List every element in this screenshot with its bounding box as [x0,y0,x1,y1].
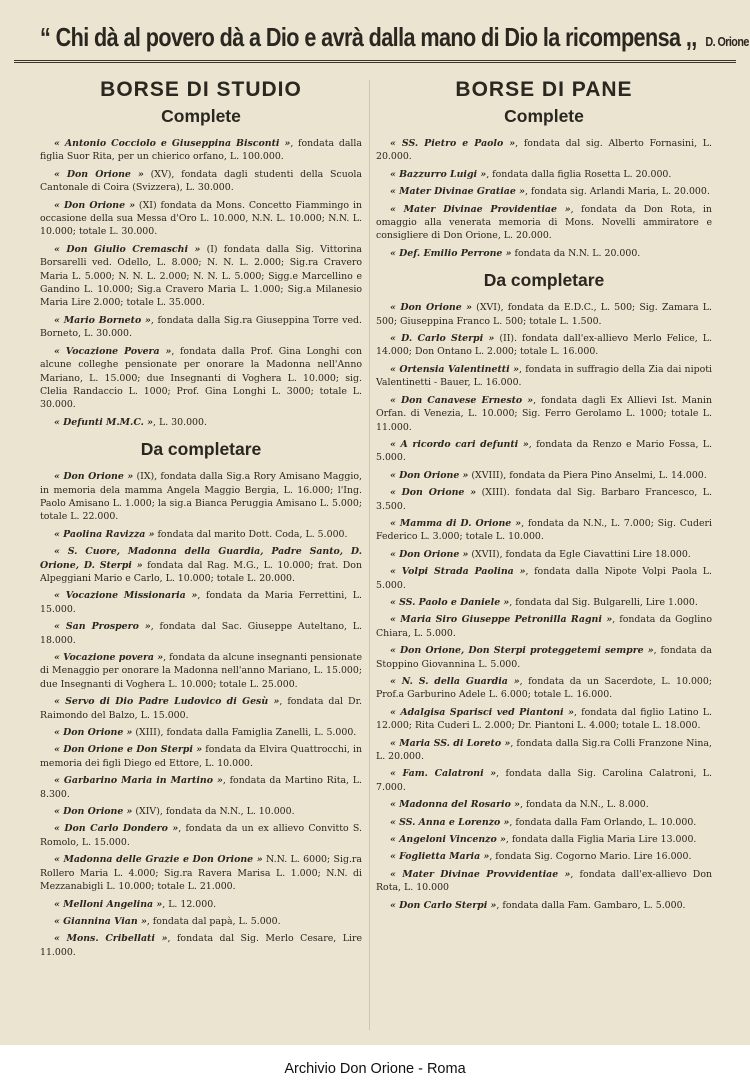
fund-details: , fondata dalla Fam Orlando, L. 10.000. [509,816,697,828]
fund-details: , fondata Sig. Cogorno Mario. Lire 16.000. [489,851,692,863]
fund-entry [40,243,362,310]
fund-entry [376,706,712,733]
fund-entry [376,363,712,390]
entries-list [40,470,362,959]
fund-details: , fondata dalla Figlia Maria Lire 13.000. [505,834,697,846]
fund-name: « S. Cuore, Madonna della Guardia, Padre Santo, D. Orione, D. Sterpi » [40,546,362,571]
fund-name: « Don Orione » [390,302,472,314]
fund-name: « Madonna delle Grazie e Don Orione » [54,854,263,866]
fund-name: « Mons. Cribellati » [54,933,168,945]
fund-details: , fondata dalla Sig.ra Colli Franzone Nina, L. 20.000. [376,737,712,763]
motto-signature: D. Orione [705,34,749,49]
fund-name: « Don Orione » [54,806,133,818]
fund-entry [376,517,712,544]
fund-entry [376,185,712,198]
fund-entry [376,137,712,164]
fund-details: (XIV), fondata da N.N., L. 10.000. [132,806,295,818]
fund-entry [376,596,712,609]
entries-list [376,301,712,912]
fund-name: « Don Orione » [390,548,469,560]
subsection-incomplete: Da completare [483,270,605,291]
fund-details: , fondata dal Sig. Merlo Cesare, Lire 11.000. [40,933,362,958]
fund-details: , fondata da Martino Rita, L. 8.300. [40,775,362,800]
right-column [376,78,712,916]
fund-details: (XVII), fondata da Egle Ciavattini Lire 18.000. [468,548,691,560]
fund-name: « Mater Divinae Gratiae » [390,186,525,198]
fund-details: , L. 30.000. [153,416,207,428]
fund-name: « SS. Pietro e Paolo » [390,138,516,149]
fund-details: , fondata da Goglino Chiara, L. 5.000. [376,614,712,639]
fund-entry [376,816,712,829]
fund-name: « Mamma di D. Orione » [390,517,522,529]
fund-entry [40,528,362,541]
fund-entry [40,898,362,911]
fund-name: « Don Canavese Ernesto » [390,394,534,406]
fund-details: , fondata dalla Sig. Carolina Calatroni, L. 7.000. [376,768,713,793]
entries-list [376,137,712,260]
fund-name: « Don Orione » [390,469,469,481]
fund-details: , fondata dal Sig. Bulgarelli, Lire 1.000. [509,596,698,608]
fund-name: « Paolina Ravizza » [54,528,155,540]
fund-details: , fondata da alcune insegnanti pensionate di Menaggio per onorare la Madonna nell'anno Mariano, L. 15.000; due Insegnanti di Voghera L. 10.000; totale L. 25.000. [40,652,362,690]
fund-entry [376,203,712,243]
fund-entry [40,743,362,770]
fund-name: « Vocazione povera » [54,652,164,663]
fund-entry [40,137,362,164]
fund-name: « Melloni Angelina » [54,898,163,910]
fund-name: « Don Carlo Dondero » [54,823,179,835]
fund-entry [376,168,712,181]
fund-name: « Mario Borneto » [54,314,151,326]
fund-name: « Mater Divinae Provvidentiae » [390,868,571,880]
fund-entry [376,833,712,846]
fund-name: « Volpi Strada Paolina » [390,566,526,578]
fund-entry [376,737,712,764]
fund-name: « Foglietta Maria » [390,851,490,863]
fund-details: , fondata da Maria Ferrettini, L. 15.000. [40,590,362,615]
fund-entry [40,470,362,524]
fund-name: « Giannina Vian » [54,915,147,927]
section-title-studio: BORSE DI STUDIO [100,78,302,101]
fund-details: , fondata dalla figlia Suor Rita, per un chierico orfano, L. 100.000. [40,138,363,163]
fund-entry [40,915,362,928]
fund-details: , fondata da Don Rota, in omaggio alla venerata memoria di Mons. Novelli ammiratore e consigliere di Don Orione, L. 20.000. [376,203,712,242]
subsection-incomplete: Da completare [140,439,262,460]
fund-entry [376,469,712,482]
fund-name: « Defunti M.M.C. » [54,416,154,428]
fund-details: , fondata dall'ex-allievo Don Rota, L. 10.000 [376,868,713,894]
fund-details: fondata da N.N. L. 20.000. [511,247,641,259]
fund-details: fondata da Elvira Quattrocchi, in memoria dei figli Diego ed Ettore, L. 10.000. [40,744,362,769]
motto-text: “ Chi dà al povero dà a Dio e avrà dalla mano di Dio la ricompensa ,, [40,22,697,52]
fund-name: « Don Orione » [390,487,477,499]
fund-name: « N. S. della Guardia » [390,676,520,687]
fund-name: « Adalgisa Sparisci ved Piantoni » [390,706,574,718]
fund-details: , fondata dal Sac. Giuseppe Auteltano, L. 18.000. [40,621,362,646]
archive-credit: Archivio Don Orione - Roma [284,1061,466,1077]
fund-details: , fondata dalla Nipote Volpi Paola L. 5.000. [376,566,713,591]
fund-details: (II). fondata dall'ex-allievo Merlo Felice, L. 14.000; Don Ontano L. 2.000; totale L. 16.000. [376,333,712,358]
fund-details: (XIII). fondata dal Sig. Barbaro Francesco, L. 3.500. [376,487,712,512]
fund-name: « Don Giulio Cremaschi » [54,243,201,255]
fund-entry [376,613,712,640]
left-column [40,78,362,963]
fund-details: , fondata da N.N., L. 7.000; Sig. Cuderi Federico L. 3.000; totale L. 10.000. [376,517,712,543]
fund-entry [40,726,362,739]
fund-details: (XV), fondata dagli studenti della Scuola Cantonale di Coira (Svizzera), L. 30.000. [40,168,362,194]
fund-details: , fondata dal papà, L. 5.000. [146,915,281,927]
fund-details: , fondata in suffragio della Zia dai nipoti Valentinetti - Bauer, L. 16.000. [376,363,712,389]
fund-name: « Vocazione Povera » [54,345,172,357]
fund-name: « Angeloni Vincenzo » [390,834,506,846]
fund-entry [376,548,712,561]
fund-name: « Vocazione Missionaria » [54,590,198,602]
fund-details: , fondata da Stoppino Giovannina L. 5.000. [376,645,712,670]
fund-name: « Don Orione e Don Sterpi » [54,744,203,756]
fund-entry [376,486,712,513]
fund-details: (XIII), fondata dalla Famiglia Zanelli, L. 5.000. [132,727,357,739]
fund-details: (IX), fondata dalla Sig.a Rory Amisano Maggio, in memoria dela mamma Angela Maggio Bergia, L. 16.000; l'Ing. Paolo Amisano L. 1.000; la sig.a Bianca Peruggia Amisano L. 5.000; totale L. 22.000. [40,471,362,523]
fund-entry [40,695,362,722]
fund-entry [40,774,362,801]
section-title-pane: BORSE DI PANE [455,78,633,101]
fund-details: , fondata da N.N., L. 8.000. [519,799,649,811]
fund-entry [40,932,362,959]
fund-entry [376,247,712,260]
fund-entry [376,868,712,895]
fund-entry [376,301,712,328]
fund-entry [376,644,712,671]
fund-entry [376,565,712,592]
entries-list [40,137,362,429]
column-divider [369,80,370,1030]
fund-name: « A ricordo cari defunti » [390,438,529,450]
fund-entry [40,314,362,341]
fund-details: , fondata dal figlio Latino L. 12.000; Rita Cuderi L. 2.000; Dr. Piantoni L. 4.000; totale L. 18.000. [376,706,712,732]
fund-details: , fondata da un Sacerdote, L. 10.000; Prof.a Garburino Adele L. 6.000; totale L. 16.000. [376,676,712,701]
fund-entry [376,394,712,434]
fund-name: « Def. Emilio Perrone » [390,247,512,259]
fund-details: , fondata dalla Prof. Gina Longhi con alcune colleghe pensionate per onorare la Madonna nell'Anno Mariano, L. 15.000; due Insegnanti di Voghera L. 10.000; sig. Clelia Randaccio L. 1000; Prof. Gina Longhi L. 3000; totale L. 30.000. [40,345,362,411]
fund-entry [40,853,362,893]
fund-details: , fondata da un ex allievo Convitto S. Romolo, L. 15.000. [40,823,362,848]
fund-name: « D. Carlo Sterpi » [390,333,495,345]
fund-entry [40,651,362,691]
fund-details: , fondata sig. Arlandi Maria, L. 20.000. [524,186,710,198]
fund-entry [40,620,362,647]
fund-entry [376,438,712,465]
fund-details: fondata dal Rag. M.G., L. 10.000; frat. Don Alpeggiani Mario e Carlo, L. 10.000; totale L. 20.000. [40,559,362,584]
fund-name: « Servo di Dio Padre Ludovico di Gesù » [54,696,280,708]
fund-entry [376,332,712,359]
fund-name: « Madonna del Rosario » [390,799,520,811]
fund-entry [40,589,362,616]
fund-name: « Don Carlo Sterpi » [390,899,497,911]
fund-name: « Don Orione » [54,471,134,483]
fund-entry [40,416,362,429]
fund-entry [40,805,362,818]
fund-name: « Don Orione » [54,199,136,211]
fund-name: « Bazzurro Luigi » [390,168,487,180]
fund-details: (XI) fondata da Mons. Concetto Fiammingo in occasione della sua Messa d'Oro L. 10.000, N.N. L. 10.000; N.N. L. 10.000; totale L. 30.000. [40,199,362,238]
fund-name: « SS. Paolo e Daniele » [390,596,510,608]
fund-entry [376,850,712,863]
fund-entry [40,822,362,849]
fund-details: (XVIII), fondata da Piera Pino Anselmi, L. 14.000. [468,469,707,481]
fund-name: « Ortensia Valentinetti » [390,363,520,375]
fund-name: « Fam. Calatroni » [390,768,497,780]
fund-details: , fondata dalla Sig.ra Giuseppina Torre ved. Borneto, L. 30.000. [40,314,362,340]
fund-entry [40,168,362,195]
fund-details: , fondata dalla figlia Rosetta L. 20.000. [486,168,672,180]
fund-name: « Don Orione » [54,168,144,180]
fund-name: « SS. Anna e Lorenzo » [390,816,510,828]
fund-details: , fondata dalla Fam. Gambaro, L. 5.000. [496,899,686,911]
fund-name: « Antonio Cocciolo e Giuseppina Bisconti » [54,138,291,149]
fund-entry [376,899,712,912]
fund-entry [376,798,712,811]
subsection-complete: Complete [504,106,584,126]
fund-details: , fondata dal Dr. Raimondo del Balzo, L. 15.000. [40,696,362,721]
fund-entry [40,345,362,412]
fund-name: « Mater Divinae Providentiae » [390,203,571,215]
fund-details: fondata dal marito Dott. Coda, L. 5.000. [154,528,348,540]
fund-name: « Maria Siro Giuseppe Petronilla Ragni » [390,614,613,626]
fund-entry [40,545,362,585]
fund-name: « Garbarino Maria in Martino » [54,775,223,787]
fund-entry [40,199,362,239]
page-motto [40,22,749,53]
fund-details: (I) fondata dalla Sig. Vittorina Borsarelli ved. Odello, L. 8.000; N. N. L. 2.000; Sig.ra Cravero Maria L. 5.000; N. N. L. 2.000; N. N. L. 5.000; Sigg.e Marcellino e Gandino L. 10.000; Sig.a Cravero Maria L. 1.000; Sig.a Milanesio Maria Lire 2.000; totale L. 35.000. [40,243,362,309]
fund-details: , fondata dagli Ex Allievi Ist. Manin Orfan. di Venezia, L. 10.000; Sig. Ferro Gerolamo L. 1000; totale L. 11.000. [376,394,712,433]
fund-details: N.N. L. 6000; Sig.ra Rollero Maria L. 4.000; Sig.ra Ravera Marisa L. 1.000; N.N. di Mezzanabigli L. 10.000; totale L. 21.000. [40,854,363,893]
fund-details: , fondata da Renzo e Mario Fossa, L. 5.000. [376,438,712,464]
subsection-complete: Complete [161,106,241,126]
fund-entry [376,767,712,794]
fund-details: , L. 12.000. [162,898,217,910]
fund-entry [376,675,712,702]
fund-name: « Maria SS. di Loreto » [390,737,511,749]
fund-name: « Don Orione » [54,727,133,739]
fund-name: « Don Orione, Don Sterpi proteggetemi sempre » [390,645,654,657]
fund-name: « San Prospero » [54,621,151,633]
fund-details: , fondata dal sig. Alberto Fornasini, L. 20.000. [376,138,712,163]
fund-details: (XVI), fondata da E.D.C., L. 500; Sig. Zamara L. 500; Giuseppina Franco L. 500; totale L. 1.500. [376,302,712,327]
